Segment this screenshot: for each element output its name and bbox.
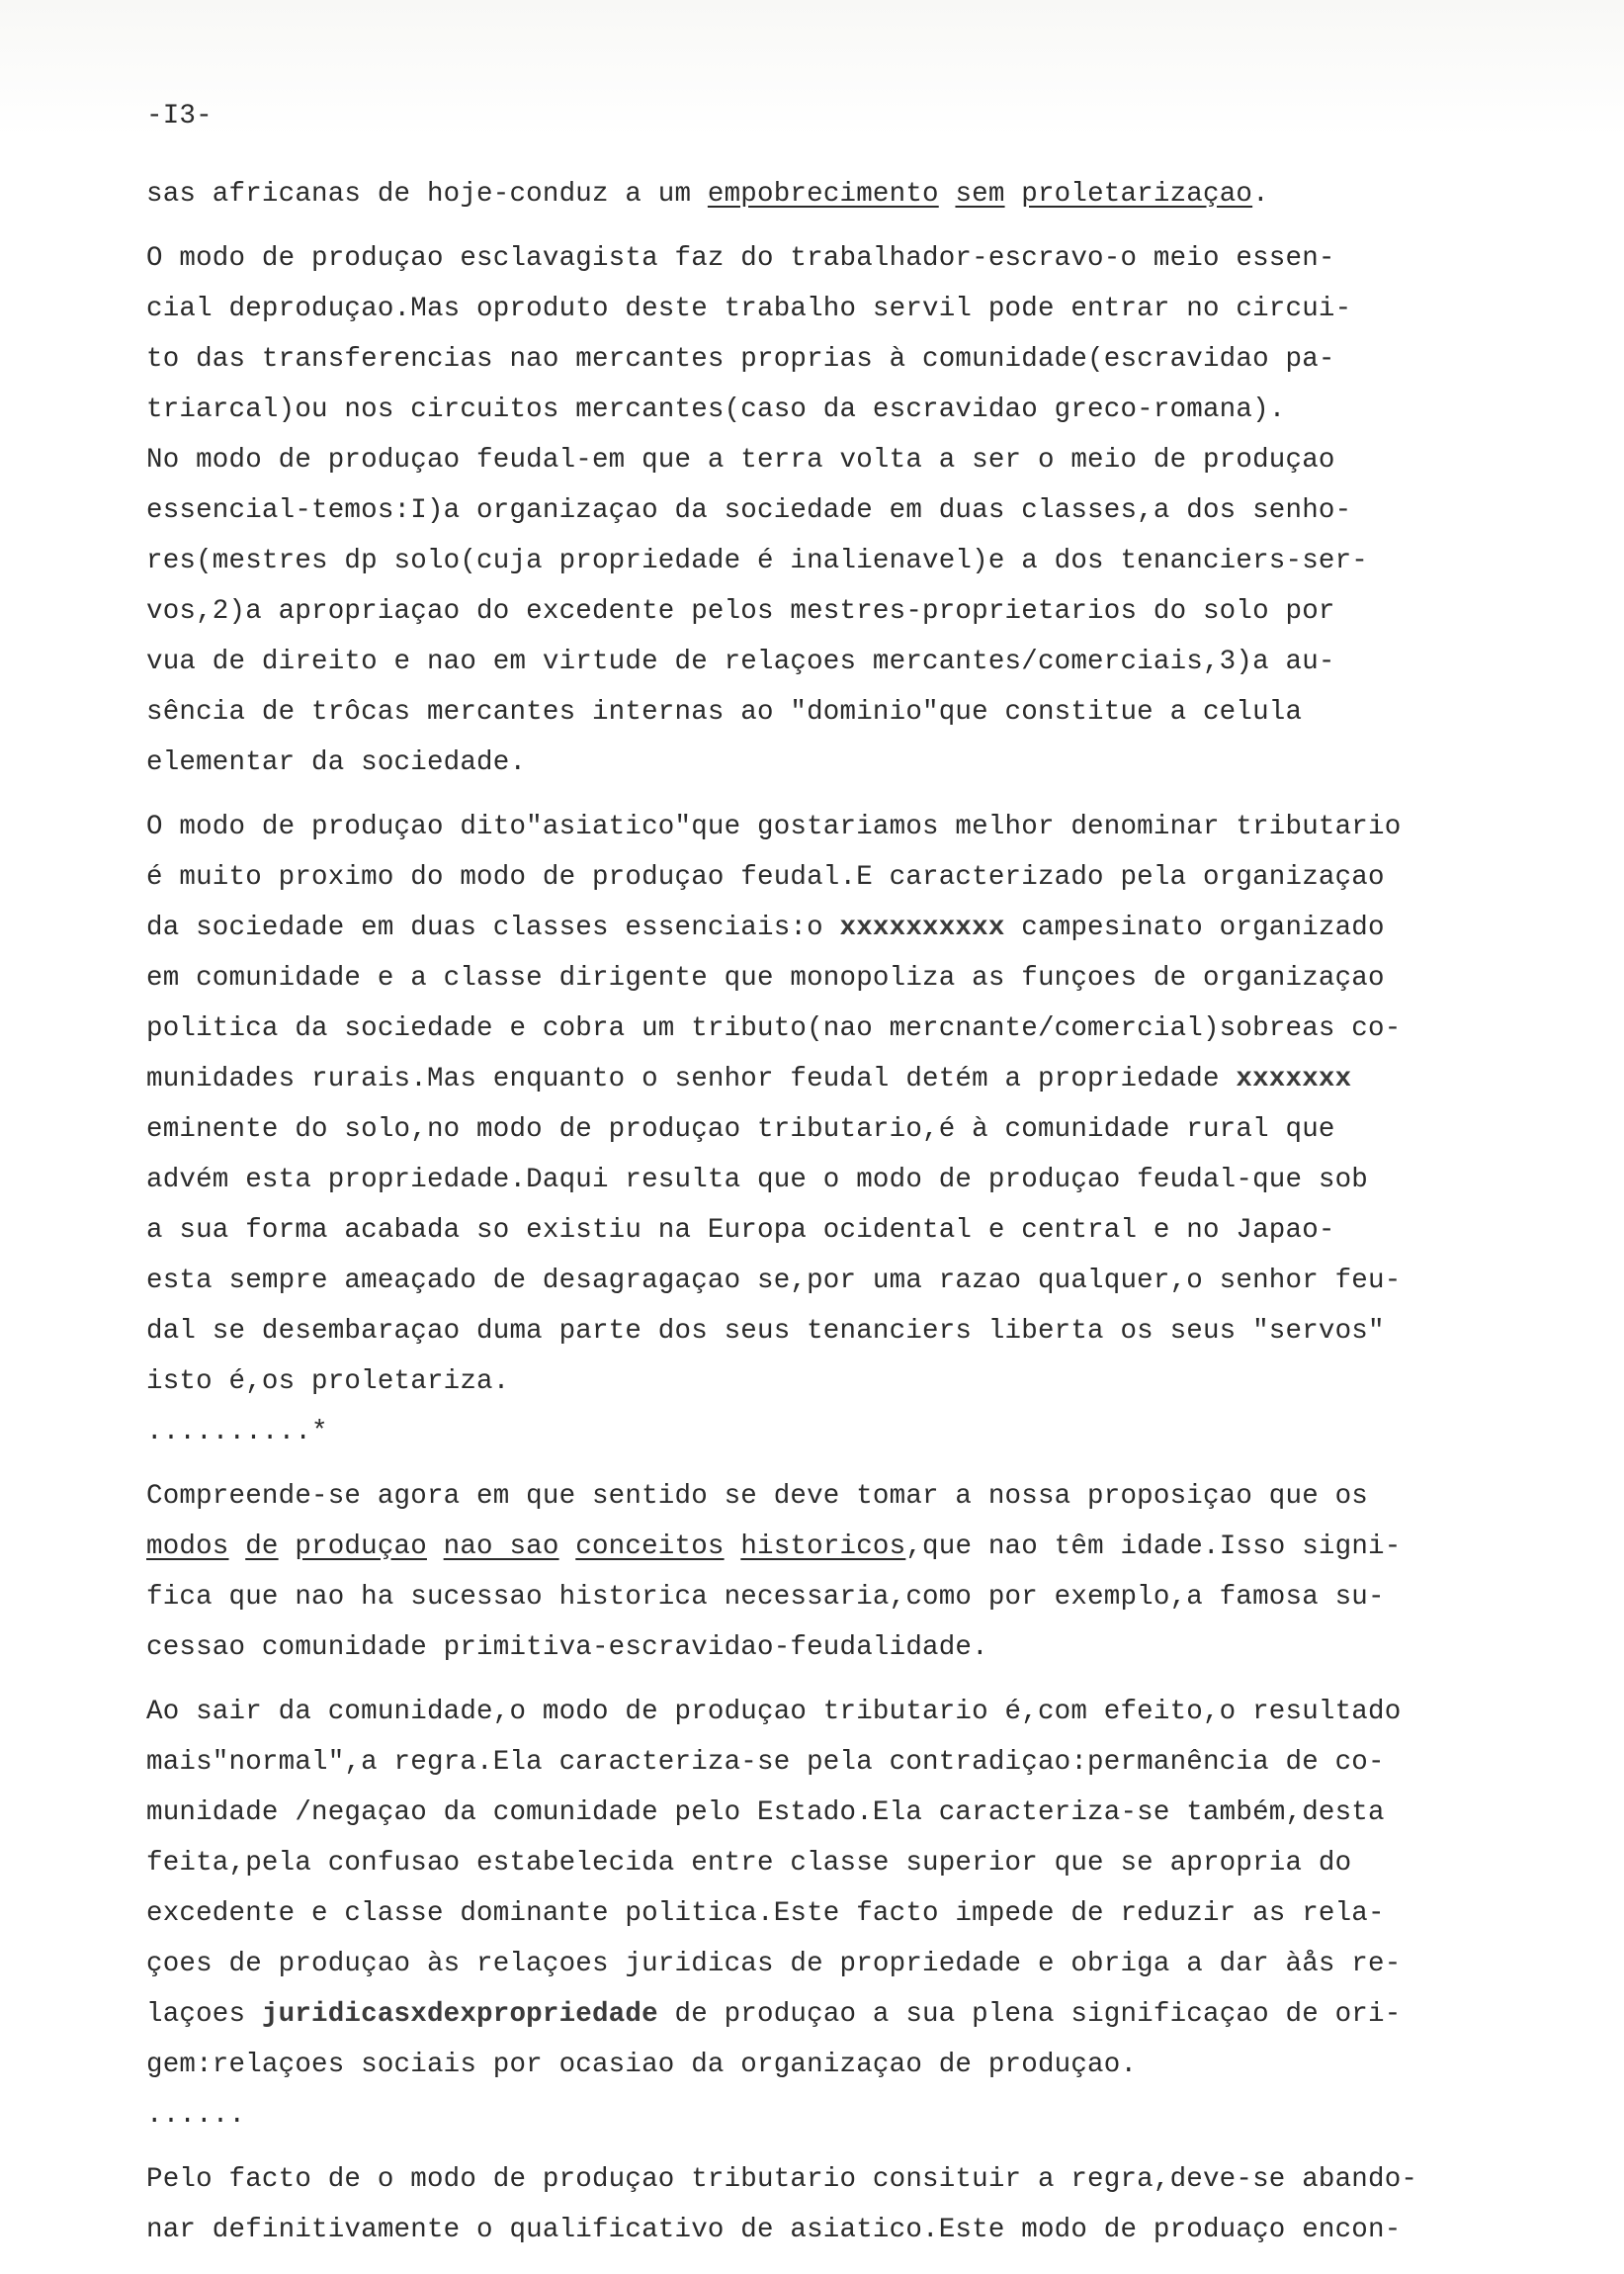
text-segment: é muito proximo do modo de produçao feudal.E caracterizado pela organizaçao <box>146 862 1385 893</box>
paragraph <box>146 2154 1550 2255</box>
text-line <box>146 1356 1550 1407</box>
document-body <box>146 91 1550 2255</box>
text-line <box>146 586 1550 637</box>
paragraph-gap <box>146 219 1550 233</box>
underlined-text: produçao <box>295 1531 427 1562</box>
text-segment: vua de direito e nao em virtude de relaçoes mercantes/comerciais,3)a au- <box>146 647 1335 677</box>
text-segment: elementar da sociedade. <box>146 747 527 778</box>
text-segment: Ao sair da comunidade,o modo de produçao tributario é,com efeito,o resultado <box>146 1697 1402 1727</box>
text-segment: vos,2)a apropriaçao do excedente pelos mestres-proprietarios do solo por <box>146 596 1335 627</box>
underlined-text: de <box>245 1531 279 1562</box>
underlined-text: modos <box>146 1531 229 1562</box>
text-segment: çoes de produçao às relaçoes juridicas de propriedade e obriga a dar àås re- <box>146 1949 1402 1979</box>
text-line <box>146 385 1550 435</box>
paragraph-gap <box>146 788 1550 802</box>
paragraph-gap <box>146 1673 1550 1687</box>
text-segment: res(mestres dp solo(cuja propriedade é inalienavel)e a dos tenanciers-ser- <box>146 546 1368 576</box>
underlined-text: historicos <box>740 1531 906 1562</box>
text-line <box>146 435 1550 485</box>
text-segment: ..........* <box>146 1417 328 1447</box>
text-segment: politica da sociedade e cobra um tributo(nao mercnante/comercial)sobreas co- <box>146 1013 1402 1044</box>
paragraph <box>146 802 1550 1457</box>
text-line <box>146 536 1550 586</box>
text-segment <box>559 1531 576 1562</box>
text-segment: O modo de produçao dito"asiatico"que gostariamos melhor denominar tributario <box>146 812 1402 842</box>
text-line <box>146 1407 1550 1457</box>
underlined-text: empobrecimento <box>707 179 939 210</box>
text-line <box>146 1888 1550 1939</box>
text-segment: campesinato organizado <box>1004 913 1385 943</box>
text-segment: esta sempre ameaçado de desagragaçao se,por uma razao qualquer,o senhor feu- <box>146 1266 1402 1296</box>
text-segment: ...... <box>146 2100 246 2131</box>
paragraph <box>146 233 1550 788</box>
text-line <box>146 1687 1550 1737</box>
text-segment: em comunidade e a classe dirigente que monopoliza as funçoes de organizaçao <box>146 963 1385 994</box>
text-segment: to das transferencias nao mercantes proprias à comunidade(escravidao pa- <box>146 344 1335 375</box>
text-segment: excedente e classe dominante politica.Este facto impede de reduzir as rela- <box>146 1898 1385 1929</box>
text-line <box>146 1471 1550 1522</box>
text-segment: triarcal)ou nos circuitos mercantes(caso da escravidao greco-romana). <box>146 394 1286 425</box>
text-segment: No modo de produçao feudal-em que a terra volta a ser o meio de produçao <box>146 445 1335 476</box>
text-line <box>146 1788 1550 1838</box>
text-line <box>146 1256 1550 1306</box>
text-line <box>146 485 1550 536</box>
text-segment: advém esta propriedade.Daqui resulta que o modo de produçao feudal-que sob <box>146 1165 1368 1195</box>
text-line <box>146 852 1550 903</box>
text-line <box>146 802 1550 852</box>
typed-over-text: xxxxxxx <box>1236 1064 1352 1094</box>
text-segment: isto é,os proletariza. <box>146 1366 510 1397</box>
text-segment: ,que nao têm idade.Isso signi- <box>905 1531 1402 1562</box>
text-line <box>146 1572 1550 1622</box>
text-line <box>146 1522 1550 1572</box>
text-line <box>146 953 1550 1004</box>
text-segment: a sua forma acabada so existiu na Europa ocidental e central e no Japao- <box>146 1215 1335 1246</box>
text-segment: fica que nao ha sucessao historica necessaria,como por exemplo,a famosa su- <box>146 1582 1385 1613</box>
text-line <box>146 637 1550 687</box>
text-segment: cial deproduçao.Mas oproduto deste trabalho servil pode entrar no circui- <box>146 294 1352 324</box>
text-segment <box>725 1531 741 1562</box>
text-line <box>146 2205 1550 2255</box>
text-segment: nar definitivamente o qualificativo de asiatico.Este modo de produaço encon- <box>146 2215 1402 2245</box>
text-line <box>146 233 1550 284</box>
text-segment <box>229 1531 246 1562</box>
paragraph <box>146 1471 1550 1673</box>
text-line <box>146 738 1550 788</box>
text-line <box>146 1989 1550 2040</box>
paragraph-gap <box>146 1457 1550 1471</box>
text-segment: eminente do solo,no modo de produçao tributario,é à comunidade rural que <box>146 1114 1335 1145</box>
text-segment: O modo de produçao esclavagista faz do trabalhador-escravo-o meio essen- <box>146 243 1335 274</box>
text-segment: gem:relaçoes sociais por ocasiao da organizaçao de produçao. <box>146 2050 1138 2080</box>
text-segment: . <box>1252 179 1269 210</box>
text-segment: de produçao a sua plena significaçao de ori- <box>657 1999 1402 2030</box>
paragraphs-container <box>146 169 1550 2255</box>
paragraph <box>146 1687 1550 2141</box>
text-segment <box>279 1531 296 1562</box>
underlined-text: nao sao <box>443 1531 559 1562</box>
text-line <box>146 1737 1550 1788</box>
text-line <box>146 284 1550 334</box>
text-line <box>146 1838 1550 1888</box>
text-line <box>146 1155 1550 1205</box>
text-segment: munidade /negaçao da comunidade pelo Estado.Ela caracteriza-se também,desta <box>146 1797 1385 1828</box>
text-line <box>146 687 1550 738</box>
text-segment: sas africanas de hoje-conduz a um <box>146 179 708 210</box>
text-segment: laçoes <box>146 1999 262 2030</box>
text-segment: feita,pela confusao estabelecida entre classe superior que se apropria do <box>146 1848 1352 1879</box>
text-segment: essencial-temos:I)a organizaçao da sociedade em duas classes,a dos senho- <box>146 495 1352 526</box>
text-line <box>146 169 1550 219</box>
text-segment: mais"normal",a regra.Ela caracteriza-se pela contradiçao:permanência de co- <box>146 1747 1385 1778</box>
text-line <box>146 1054 1550 1104</box>
text-segment: Compreende-se agora em que sentido se deve tomar a nossa proposiçao que os <box>146 1481 1368 1512</box>
underlined-text: conceitos <box>575 1531 725 1562</box>
typed-over-text: juridicasxdexpropriedade <box>261 1999 658 2030</box>
text-line <box>146 2090 1550 2141</box>
text-line <box>146 903 1550 953</box>
underlined-text: proletarizaçao <box>1021 179 1253 210</box>
text-segment: cessao comunidade primitiva-escravidao-feudalidade. <box>146 1632 988 1663</box>
text-line <box>146 1104 1550 1155</box>
text-segment <box>427 1531 444 1562</box>
text-segment <box>939 179 956 210</box>
typed-over-text: xxxxxxxxxx <box>839 913 1005 943</box>
paragraph-gap <box>146 2141 1550 2154</box>
text-segment: sência de trôcas mercantes internas ao "dominio"que constitue a celula <box>146 697 1303 728</box>
text-line <box>146 2040 1550 2090</box>
text-line <box>146 2154 1550 2205</box>
text-line <box>146 1622 1550 1673</box>
text-line <box>146 1939 1550 1989</box>
text-segment: dal se desembaraçao duma parte dos seus tenanciers liberta os seus "servos" <box>146 1316 1385 1347</box>
text-line <box>146 334 1550 385</box>
text-line <box>146 1306 1550 1356</box>
text-segment: Pelo facto de o modo de produçao tributario consituir a regra,deve-se abando- <box>146 2164 1418 2195</box>
text-line <box>146 1205 1550 1256</box>
text-segment: munidades rurais.Mas enquanto o senhor feudal detém a propriedade <box>146 1064 1237 1094</box>
text-line <box>146 1004 1550 1054</box>
text-segment: da sociedade em duas classes essenciais:o <box>146 913 840 943</box>
text-segment <box>1005 179 1022 210</box>
paragraph <box>146 169 1550 219</box>
underlined-text: sem <box>955 179 1005 210</box>
page-number: -I3- <box>146 101 213 131</box>
